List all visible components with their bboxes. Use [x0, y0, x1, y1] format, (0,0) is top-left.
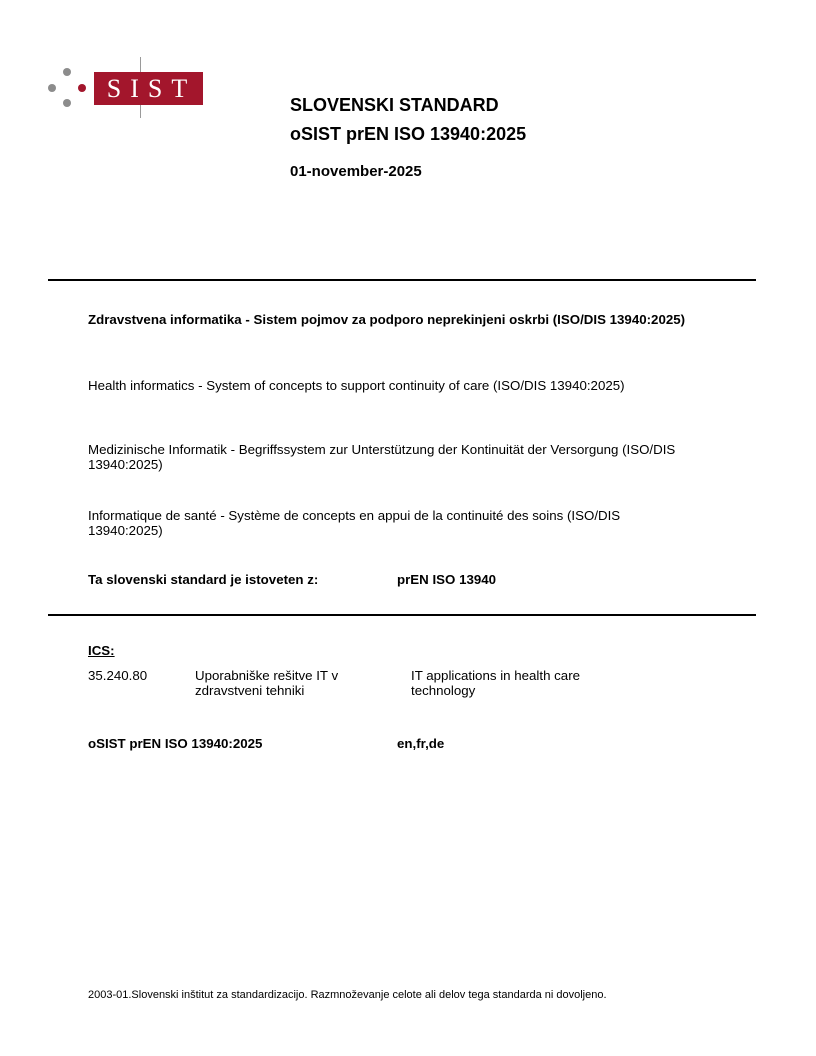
standard-code: oSIST prEN ISO 13940:2025: [290, 124, 527, 144]
title-slovenian: Zdravstvena informatika - Sistem pojmov za podporo neprekinjeni oskrbi (ISO/DIS 13940:2025): [88, 312, 686, 327]
publication-date: 01-november-2025: [290, 163, 422, 180]
bottom-standard-code: oSIST prEN ISO 13940:2025: [88, 736, 263, 751]
title-german: Medizinische Informatik - Begriffssystem zur Unterstützung der Kontinuität der Versorgung (ISO/DIS 13940:2025): [88, 442, 676, 472]
middle-rule: [48, 614, 756, 616]
logo-dot-left: [48, 84, 56, 92]
ics-code: 35.240.80: [88, 668, 148, 683]
ics-heading: ICS:: [88, 643, 115, 658]
title-french: Informatique de santé - Système de concepts en appui de la continuité des soins (ISO/DIS 13940:2025): [88, 508, 621, 538]
ics-description-en: IT applications in health care technology: [411, 668, 581, 698]
ics-description-sl: Uporabniške rešitve IT v zdravstveni tehniki: [195, 668, 339, 698]
identical-label: Ta slovenski standard je istoveten z:: [88, 572, 319, 587]
top-rule: [48, 279, 756, 281]
logo-dot-bottom: [63, 99, 71, 107]
logo-dot-center: [78, 84, 86, 92]
identical-value: prEN ISO 13940: [397, 572, 497, 587]
copyright-footer: 2003-01.Slovenski inštitut za standardizacijo. Razmnoževanje celote ali delov tega standarda ni dovoljeno.: [88, 989, 607, 1001]
title-english: Health informatics - System of concepts to support continuity of care (ISO/DIS 13940:2025): [88, 378, 625, 393]
standard-heading: SLOVENSKI STANDARD: [290, 95, 499, 115]
logo-text: SIST: [106, 74, 197, 103]
languages: en,fr,de: [397, 736, 445, 751]
logo-dot-top: [63, 68, 71, 76]
